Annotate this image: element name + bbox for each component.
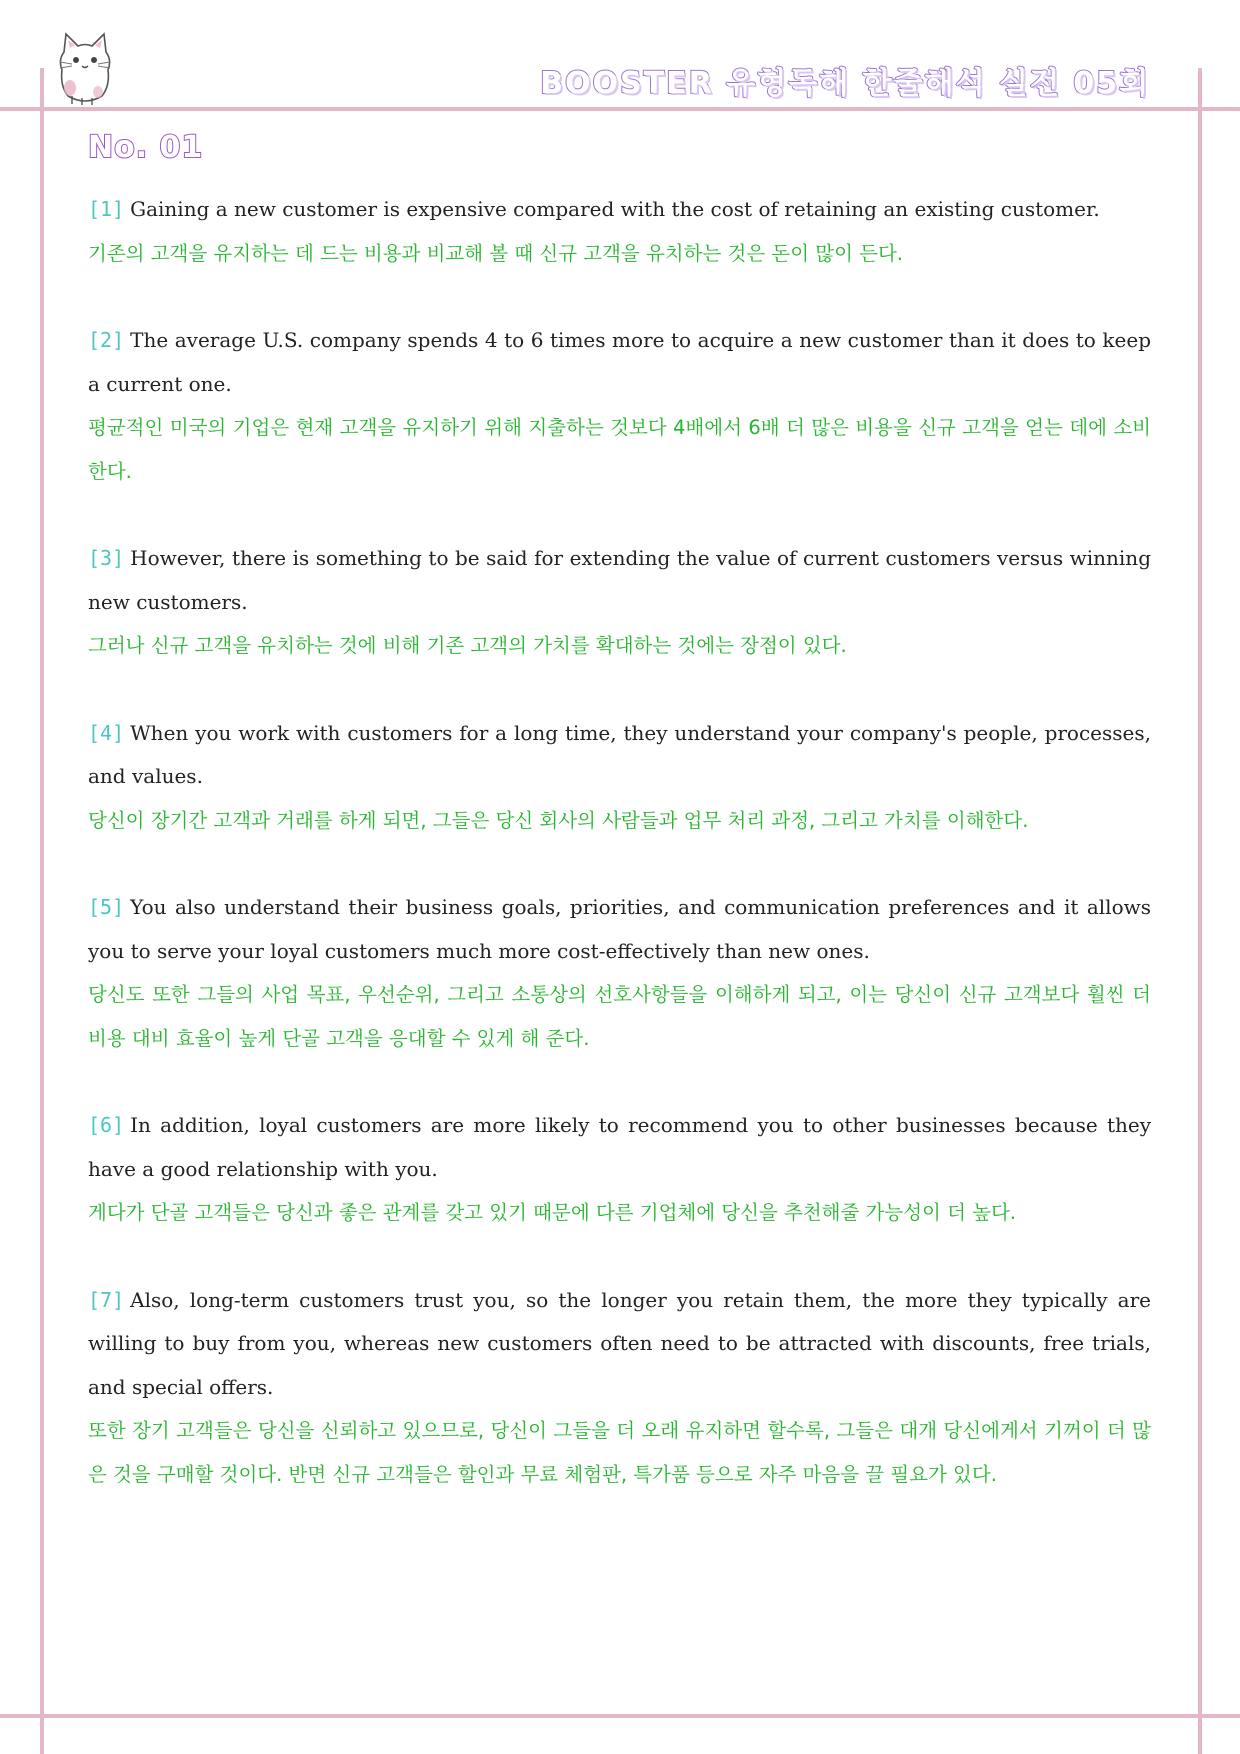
- english-sentence: [2] The average U.S. company spends 4 to 6 times more to acquire a new customer than it does to keep a current one.: [88, 328, 1151, 396]
- sentence-number: [3]: [88, 546, 125, 570]
- problem-number-label: No. 01: [88, 130, 204, 165]
- sentence-list: [88, 188, 1151, 1540]
- sentence-item-6: [88, 1104, 1151, 1235]
- english-sentence: [4] When you work with customers for a long time, they understand your company's people, processes, and values.: [88, 720, 1151, 788]
- sentence-item-4: [88, 712, 1151, 843]
- korean-translation: 또한 장기 고객들은 당신을 신뢰하고 있으므로, 당신이 그들을 더 오래 유지하면 할수록, 그들은 대개 당신에게서 기꺼이 더 많은 것을 구매할 것이다. 반면 신규 고객들은 할인과 무료 체험판, 특가품 등으로 자주 마음을 끌 필요가 있다.: [88, 1419, 1151, 1486]
- english-sentence: [6] In addition, loyal customers are more likely to recommend you to other businesses because they have a good relationship with you.: [88, 1113, 1151, 1181]
- korean-translation: 게다가 단골 고객들은 당신과 좋은 관계를 갖고 있기 때문에 다른 기업체에 당신을 추천해줄 가능성이 더 높다.: [88, 1201, 1017, 1224]
- english-sentence: [1] Gaining a new customer is expensive compared with the cost of retaining an existing customer.: [88, 197, 1100, 221]
- frame-right-line: [1198, 68, 1202, 1754]
- sentence-item-2: [88, 319, 1151, 493]
- sentence-number: [4]: [88, 720, 125, 745]
- sentence-number: [2]: [88, 328, 125, 352]
- sentence-number: [7]: [88, 1287, 125, 1312]
- sentence-number: [1]: [88, 197, 125, 221]
- frame-left-line: [40, 68, 44, 1754]
- korean-translation: 그러나 신규 고객을 유치하는 것에 비해 기존 고객의 가치를 확대하는 것에는 장점이 있다.: [88, 634, 847, 657]
- page-title: BOOSTER 유형독해 한줄해석 실전 05회: [540, 66, 1150, 101]
- korean-translation: 당신이 장기간 고객과 거래를 하게 되면, 그들은 당신 회사의 사람들과 업무 처리 과정, 그리고 가치를 이해한다.: [88, 808, 1029, 832]
- english-sentence: [5] You also understand their business goals, priorities, and communication preferences and it allows you to serve your loyal customers much more cost-effectively than new ones.: [88, 895, 1151, 963]
- korean-translation: 기존의 고객을 유지하는 데 드는 비용과 비교해 볼 때 신규 고객을 유치하는 것은 돈이 많이 든다.: [88, 241, 903, 265]
- korean-translation: 당신도 또한 그들의 사업 목표, 우선순위, 그리고 소통상의 선호사항들을 이해하게 되고, 이는 당신이 신규 고객보다 훨씬 더 비용 대비 효율이 높게 단골 고객을 응대할 수 있게 해 준다.: [88, 983, 1151, 1050]
- korean-translation: 평균적인 미국의 기업은 현재 고객을 유지하기 위해 지출하는 것보다 4배에서 6배 더 많은 비용을 신규 고객을 얻는 데에 소비한다.: [88, 416, 1151, 483]
- english-sentence: [7] Also, long-term customers trust you, so the longer you retain them, the more they typically are willing to buy from you, whereas new customers often need to be attracted with discounts, free trials, and special offers.: [88, 1287, 1151, 1399]
- sentence-item-7: [88, 1279, 1151, 1497]
- sentence-item-5: [88, 886, 1151, 1060]
- frame-bottom-line: [0, 1714, 1240, 1718]
- sentence-item-1: [88, 188, 1151, 275]
- sentence-number: [5]: [88, 895, 125, 919]
- cat-mascot-icon: [52, 30, 118, 106]
- sentence-number: [6]: [88, 1113, 125, 1137]
- sentence-item-3: [88, 537, 1151, 668]
- frame-top-line: [0, 107, 1240, 111]
- english-sentence: [3] However, there is something to be said for extending the value of current customers versus winning new customers.: [88, 546, 1151, 614]
